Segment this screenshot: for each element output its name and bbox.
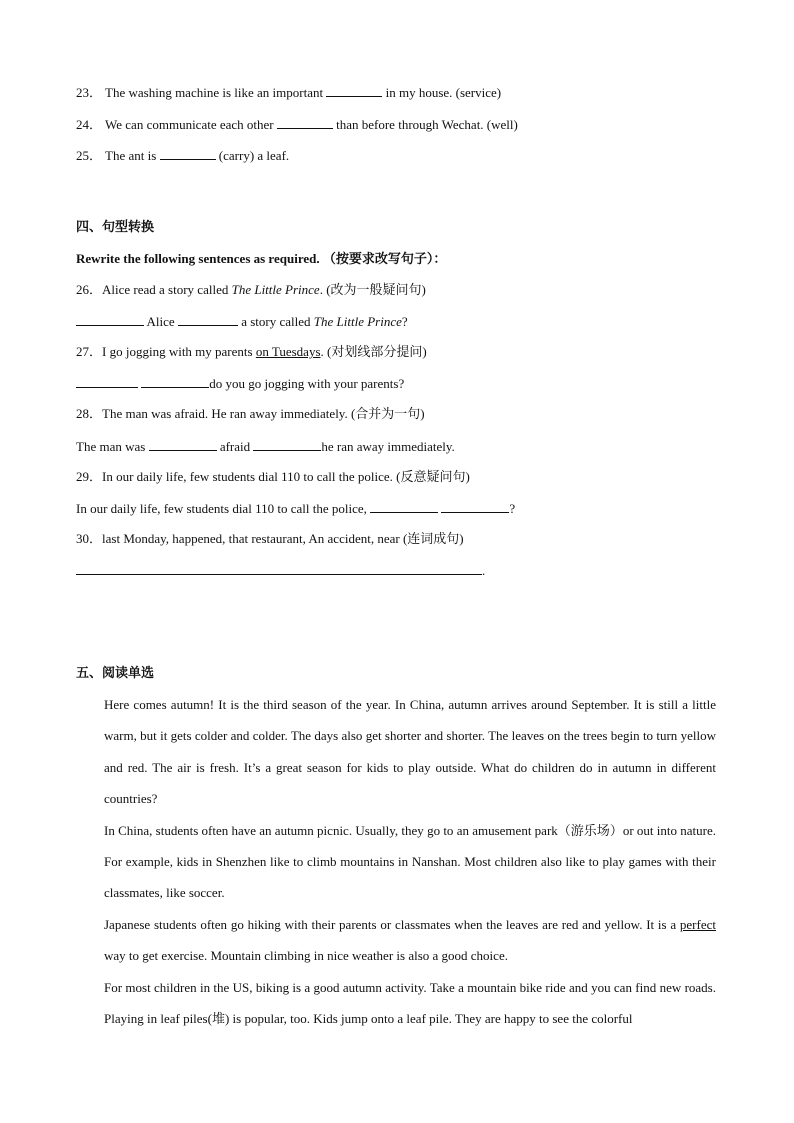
section-5-title: 五、阅读单选 <box>76 666 155 681</box>
answer-blank[interactable] <box>253 438 321 451</box>
paragraph-1: Here comes autumn! It is the third season of the year. In China, autumn arrives around September. It is still a little warm, but it gets colder and colder. The days also get shorter and shorter. The leaves on the trees begin to turn yellow and red. The air is fresh. It’s a great season for kids to play outside. What do children do in autumn in different countries? <box>104 697 716 807</box>
question-number: 24． <box>76 117 103 132</box>
question-30: 30．last Monday, happened, that restaurant, An accident, near (连词成句) <box>76 531 464 546</box>
question-29-answer: In our daily life, few students dial 110 to call the police, ? <box>76 501 516 516</box>
question-27: 27．I go jogging with my parents on Tuesdays. (对划线部分提问) <box>76 344 427 359</box>
question-27-answer: do you go jogging with your parents? <box>76 375 404 392</box>
answer-blank[interactable] <box>141 375 209 388</box>
answer-blank[interactable] <box>76 313 144 326</box>
question-23: 23． The washing machine is like an important in my house. (service) <box>76 85 502 100</box>
section-4-instruction: Rewrite the following sentences as required. （按要求改写句子）： <box>76 251 447 266</box>
answer-blank[interactable] <box>326 84 382 97</box>
question-26-answer: Alice a story called The Little Prince? <box>76 313 408 330</box>
question-number: 23． <box>76 85 103 100</box>
paragraph-2: In China, students often have an autumn picnic. Usually, they go to an amusement park（游乐场）or out into nature. For example, kids in Shenzhen like to climb mountains in Nanshan. Most children also like to play games with their classmates, like soccer. <box>104 822 716 901</box>
paragraph-3: Japanese students often go hiking with their parents or classmates when the leaves are red and yellow. It is a perfect way to get exercise. Mountain climbing in nice weather is also a good choice. <box>104 916 716 964</box>
question-28: 28．The man was afraid. He ran away immediately. (合并为一句) <box>76 406 425 421</box>
question-28-answer: The man was afraid he ran away immediately. <box>76 439 455 454</box>
question-29: 29．In our daily life, few students dial 110 to call the police. (反意疑问句) <box>76 469 470 484</box>
answer-blank[interactable] <box>277 116 333 129</box>
paragraph-4: For most children in the US, biking is a good autumn activity. Take a mountain bike ride and you can find new roads. Playing in leaf piles(堆) is popular, too. Kids jump onto a leaf pile. They are happy to see the colorful <box>104 979 716 1027</box>
section-4-title: 四、句型转换 <box>76 220 155 235</box>
answer-blank[interactable] <box>441 500 509 513</box>
answer-blank[interactable] <box>149 438 217 451</box>
question-30-answer: . <box>76 562 485 579</box>
answer-blank[interactable] <box>370 500 438 513</box>
question-25: 25． The ant is (carry) a leaf. <box>76 148 290 163</box>
question-24: 24． We can communicate each other than before through Wechat. (well) <box>76 117 518 132</box>
question-26: 26．Alice read a story called The Little Prince. (改为一般疑问句) <box>76 282 426 297</box>
answer-line[interactable] <box>76 562 482 575</box>
answer-blank[interactable] <box>178 313 238 326</box>
reading-passage <box>76 689 716 1034</box>
answer-blank[interactable] <box>160 147 216 160</box>
answer-blank[interactable] <box>76 375 138 388</box>
underlined-word: perfect <box>679 916 716 932</box>
question-number: 25． <box>76 148 103 163</box>
